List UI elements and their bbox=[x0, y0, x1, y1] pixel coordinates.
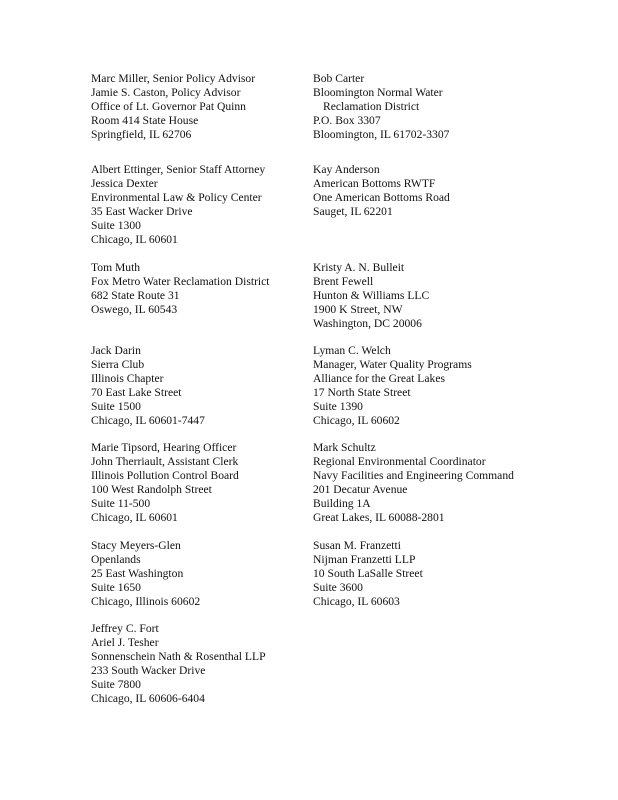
address-line: Springfield, IL 62706 bbox=[91, 127, 192, 141]
address-line: Regional Environmental Coordinator bbox=[313, 454, 486, 468]
address-line: Jessica Dexter bbox=[91, 176, 158, 190]
address-block-meyers-glen bbox=[91, 539, 341, 609]
address-line: Fox Metro Water Reclamation District bbox=[91, 274, 270, 288]
address-line: P.O. Box 3307 bbox=[313, 113, 381, 127]
address-line: Building 1A bbox=[313, 496, 371, 510]
address-block-tipsord bbox=[91, 441, 341, 524]
address-line: Marie Tipsord, Hearing Officer bbox=[91, 441, 237, 454]
address-line: 1900 K Street, NW bbox=[313, 302, 403, 316]
address-line: American Bottoms RWTF bbox=[313, 176, 436, 190]
address-line: Alliance for the Great Lakes bbox=[313, 371, 445, 385]
address-line: Tom Muth bbox=[91, 261, 141, 274]
address-block-franzetti bbox=[313, 539, 603, 609]
address-line: Illinois Chapter bbox=[91, 371, 164, 385]
address-block-darin bbox=[91, 344, 341, 427]
address-block-miller bbox=[91, 72, 341, 142]
address-line: Suite 1300 bbox=[91, 218, 141, 232]
address-line: Office of Lt. Governor Pat Quinn bbox=[91, 99, 246, 113]
address-line: Room 414 State House bbox=[91, 113, 199, 127]
address-line: Chicago, IL 60606-6404 bbox=[91, 691, 205, 705]
address-line: Reclamation District bbox=[323, 99, 420, 113]
address-line: Suite 11-500 bbox=[91, 496, 151, 510]
address-line: Great Lakes, IL 60088-2801 bbox=[313, 510, 445, 524]
address-line: Washington, DC 20006 bbox=[313, 316, 422, 330]
address-line: Chicago, IL 60601 bbox=[91, 510, 178, 524]
address-line: Chicago, Illinois 60602 bbox=[91, 594, 201, 608]
address-line: Nijman Franzetti LLP bbox=[313, 552, 416, 566]
address-line: Jamie S. Caston, Policy Advisor bbox=[91, 85, 241, 99]
address-line: Bob Carter bbox=[313, 72, 365, 85]
address-line: Suite 7800 bbox=[91, 677, 141, 691]
address-block-ettinger bbox=[91, 163, 341, 246]
address-line: Chicago, IL 60601 bbox=[91, 232, 178, 246]
address-line: Illinois Pollution Control Board bbox=[91, 468, 239, 482]
address-line: Hunton & Williams LLC bbox=[313, 288, 430, 302]
address-line: Oswego, IL 60543 bbox=[91, 302, 178, 316]
address-line: Chicago, IL 60601-7447 bbox=[91, 413, 205, 427]
address-line: Sauget, IL 62201 bbox=[313, 204, 393, 218]
address-line: 17 North State Street bbox=[313, 385, 411, 399]
address-line: Albert Ettinger, Senior Staff Attorney bbox=[91, 163, 266, 176]
address-line: Kay Anderson bbox=[313, 163, 380, 176]
address-line: 682 State Route 31 bbox=[91, 288, 180, 302]
address-line: One American Bottoms Road bbox=[313, 190, 450, 204]
address-line: John Therriault, Assistant Clerk bbox=[91, 454, 239, 468]
address-line: 10 South LaSalle Street bbox=[313, 566, 423, 580]
address-line: Sonnenschein Nath & Rosenthal LLP bbox=[91, 649, 266, 663]
address-line: Jeffrey C. Fort bbox=[91, 622, 159, 635]
address-line: Kristy A. N. Bulleit bbox=[313, 261, 405, 274]
address-line: Chicago, IL 60602 bbox=[313, 413, 400, 427]
address-block-carter bbox=[313, 72, 603, 142]
address-line: Environmental Law & Policy Center bbox=[91, 190, 262, 204]
address-line: Suite 1390 bbox=[313, 399, 363, 413]
address-line: Manager, Water Quality Programs bbox=[313, 357, 472, 371]
address-line: 70 East Lake Street bbox=[91, 385, 182, 399]
address-line: 25 East Washington bbox=[91, 566, 184, 580]
address-line: Lyman C. Welch bbox=[313, 344, 391, 357]
address-line: Jack Darin bbox=[91, 344, 141, 357]
address-line: Navy Facilities and Engineering Command bbox=[313, 468, 514, 482]
address-line: Brent Fewell bbox=[313, 274, 374, 288]
address-line: Bloomington Normal Water bbox=[313, 85, 443, 99]
address-block-muth bbox=[91, 261, 341, 317]
address-line: Mark Schultz bbox=[313, 441, 376, 454]
address-line: 100 West Randolph Street bbox=[91, 482, 212, 496]
address-block-anderson bbox=[313, 163, 603, 219]
address-line: 35 East Wacker Drive bbox=[91, 204, 193, 218]
address-line: Ariel J. Tesher bbox=[91, 635, 159, 649]
address-line: Marc Miller, Senior Policy Advisor bbox=[91, 72, 256, 85]
address-line: Chicago, IL 60603 bbox=[313, 594, 400, 608]
address-block-fort bbox=[91, 622, 341, 705]
address-line: Suite 1650 bbox=[91, 580, 141, 594]
address-line: Openlands bbox=[91, 552, 141, 566]
address-line: Susan M. Franzetti bbox=[313, 539, 401, 552]
address-line: Stacy Meyers-Glen bbox=[91, 539, 181, 552]
address-block-bulleit bbox=[313, 261, 603, 331]
address-line: Bloomington, IL 61702-3307 bbox=[313, 127, 450, 141]
address-line: Suite 1500 bbox=[91, 399, 141, 413]
address-line: Suite 3600 bbox=[313, 580, 363, 594]
address-block-welch bbox=[313, 344, 603, 427]
address-line: 201 Decatur Avenue bbox=[313, 482, 408, 496]
address-line: Sierra Club bbox=[91, 357, 145, 371]
address-line: 233 South Wacker Drive bbox=[91, 663, 206, 677]
address-block-schultz bbox=[313, 441, 603, 524]
